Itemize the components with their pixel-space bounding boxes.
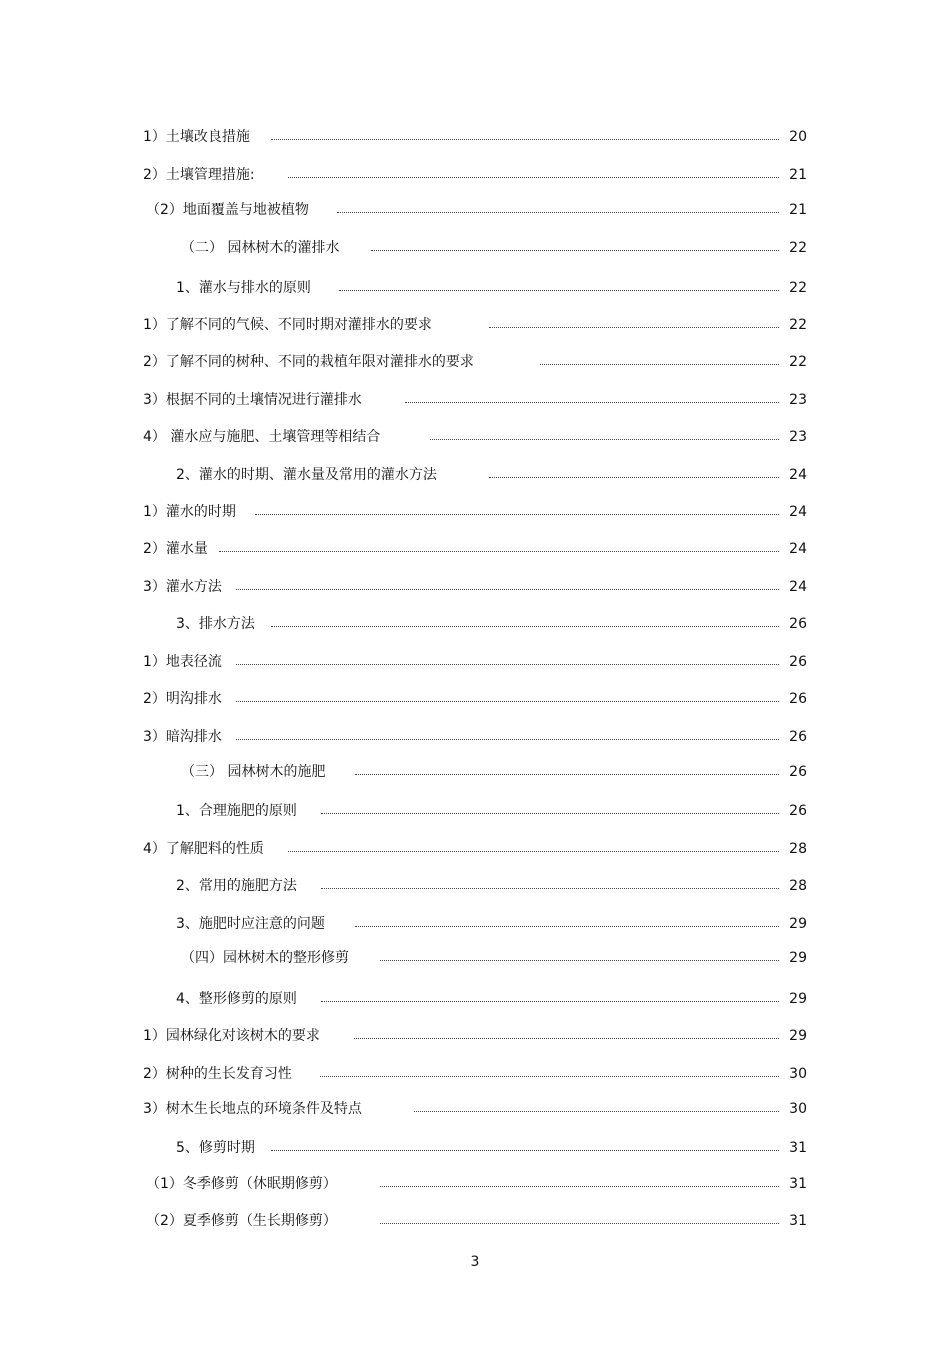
toc-entry-page: 22 bbox=[789, 280, 807, 296]
toc-leader-dots bbox=[380, 1223, 779, 1224]
toc-leader-dots bbox=[288, 851, 779, 852]
toc-entry-label: （1）冬季修剪（休眠期修剪） bbox=[146, 1176, 337, 1192]
toc-entry-label: 3）灌水方法 bbox=[143, 579, 222, 595]
toc-leader-dots bbox=[321, 813, 779, 814]
toc-entry-page: 20 bbox=[789, 129, 807, 145]
toc-entry-label: 1、合理施肥的原则 bbox=[176, 803, 297, 819]
toc-leader-dots bbox=[288, 177, 779, 178]
toc-entry[interactable] bbox=[0, 837, 950, 861]
toc-entry-label: （2）地面覆盖与地被植物 bbox=[146, 202, 309, 218]
toc-entry-page: 22 bbox=[789, 317, 807, 333]
toc-entry-page: 22 bbox=[789, 240, 807, 256]
toc-entry-label: （二） 园林树木的灌排水 bbox=[181, 240, 340, 256]
toc-leader-dots bbox=[271, 626, 779, 627]
toc-entry-page: 23 bbox=[789, 392, 807, 408]
toc-entry-page: 21 bbox=[789, 167, 807, 183]
toc-entry-label: 3、施肥时应注意的问题 bbox=[176, 916, 325, 932]
toc-entry[interactable] bbox=[0, 874, 950, 898]
toc-entry[interactable] bbox=[0, 1209, 950, 1233]
toc-entry-label: 2）树种的生长发育习性 bbox=[143, 1066, 292, 1082]
toc-entry-page: 26 bbox=[789, 803, 807, 819]
toc-entry[interactable] bbox=[0, 198, 950, 222]
toc-leader-dots bbox=[320, 1076, 779, 1077]
toc-entry-page: 26 bbox=[789, 764, 807, 780]
toc-entry[interactable] bbox=[0, 946, 950, 970]
toc-leader-dots bbox=[354, 1038, 779, 1039]
toc-entry-page: 31 bbox=[789, 1140, 807, 1156]
toc-entry[interactable] bbox=[0, 388, 950, 412]
toc-entry-page: 31 bbox=[789, 1176, 807, 1192]
toc-leader-dots bbox=[380, 1186, 779, 1187]
toc-entry[interactable] bbox=[0, 463, 950, 487]
toc-entry-label: 2、灌水的时期、灌水量及常用的灌水方法 bbox=[176, 467, 437, 483]
toc-leader-dots bbox=[337, 212, 779, 213]
toc-leader-dots bbox=[380, 960, 779, 961]
toc-leader-dots bbox=[371, 250, 779, 251]
toc-leader-dots bbox=[339, 290, 779, 291]
toc-entry[interactable] bbox=[0, 725, 950, 749]
toc-entry-page: 26 bbox=[789, 691, 807, 707]
toc-entry-page: 29 bbox=[789, 950, 807, 966]
toc-leader-dots bbox=[355, 774, 779, 775]
toc-leader-dots bbox=[355, 926, 779, 927]
toc-entry-label: 2）灌水量 bbox=[143, 541, 208, 557]
toc-leader-dots bbox=[236, 589, 779, 590]
toc-leader-dots bbox=[236, 739, 779, 740]
toc-entry[interactable] bbox=[0, 313, 950, 337]
toc-entry-label: 3）树木生长地点的环境条件及特点 bbox=[143, 1101, 362, 1117]
toc-leader-dots bbox=[236, 664, 779, 665]
toc-entry-page: 26 bbox=[789, 616, 807, 632]
toc-entry-label: 1）园林绿化对该树木的要求 bbox=[143, 1028, 320, 1044]
page-number: 3 bbox=[470, 1254, 480, 1270]
toc-entry[interactable] bbox=[0, 799, 950, 823]
toc-entry-label: 3）根据不同的土壤情况进行灌排水 bbox=[143, 392, 362, 408]
toc-entry[interactable] bbox=[0, 1024, 950, 1048]
toc-entry-label: 5、修剪时期 bbox=[176, 1140, 255, 1156]
toc-entry[interactable] bbox=[0, 650, 950, 674]
toc-entry-label: 2）明沟排水 bbox=[143, 691, 222, 707]
toc-entry-page: 21 bbox=[789, 202, 807, 218]
toc-entry-page: 29 bbox=[789, 991, 807, 1007]
toc-entry-label: （2）夏季修剪（生长期修剪） bbox=[146, 1213, 337, 1229]
toc-entry-page: 30 bbox=[789, 1066, 807, 1082]
toc-leader-dots bbox=[271, 1150, 779, 1151]
toc-entry-label: 2）土壤管理措施: bbox=[143, 167, 255, 183]
toc-entry[interactable] bbox=[0, 276, 950, 300]
toc-leader-dots bbox=[489, 327, 779, 328]
toc-entry-page: 31 bbox=[789, 1213, 807, 1229]
toc-entry[interactable] bbox=[0, 125, 950, 149]
toc-entry-label: 1、灌水与排水的原则 bbox=[176, 280, 311, 296]
toc-leader-dots bbox=[430, 439, 779, 440]
toc-entry-label: 1）了解不同的气候、不同时期对灌排水的要求 bbox=[143, 317, 432, 333]
toc-entry[interactable] bbox=[0, 500, 950, 524]
toc-entry[interactable] bbox=[0, 912, 950, 936]
toc-entry-label: 1）灌水的时期 bbox=[143, 504, 236, 520]
toc-entry-page: 26 bbox=[789, 729, 807, 745]
toc-entry-page: 28 bbox=[789, 841, 807, 857]
toc-entry-label: 2）了解不同的树种、不同的栽植年限对灌排水的要求 bbox=[143, 354, 474, 370]
toc-entry-page: 24 bbox=[789, 541, 807, 557]
toc-entry[interactable] bbox=[0, 687, 950, 711]
toc-leader-dots bbox=[255, 514, 779, 515]
toc-entry[interactable] bbox=[0, 575, 950, 599]
toc-entry[interactable] bbox=[0, 1136, 950, 1160]
toc-leader-dots bbox=[271, 139, 779, 140]
toc-entry-page: 28 bbox=[789, 878, 807, 894]
toc-entry-page: 22 bbox=[789, 354, 807, 370]
toc-entry-label: 3）暗沟排水 bbox=[143, 729, 222, 745]
toc-entry-page: 29 bbox=[789, 916, 807, 932]
toc-entry[interactable] bbox=[0, 1097, 950, 1121]
toc-leader-dots bbox=[540, 364, 779, 365]
toc-leader-dots bbox=[405, 402, 779, 403]
toc-entry-label: （四）园林树木的整形修剪 bbox=[181, 950, 349, 966]
toc-entry-page: 24 bbox=[789, 579, 807, 595]
toc-entry[interactable] bbox=[0, 236, 950, 260]
toc-entry-label: 2、常用的施肥方法 bbox=[176, 878, 297, 894]
toc-entry[interactable] bbox=[0, 350, 950, 374]
toc-entry-label: 4） 灌水应与施肥、土壤管理等相结合 bbox=[143, 429, 381, 445]
toc-leader-dots bbox=[321, 888, 779, 889]
toc-leader-dots bbox=[414, 1111, 779, 1112]
toc-entry-page: 24 bbox=[789, 467, 807, 483]
toc-leader-dots bbox=[321, 1001, 779, 1002]
toc-entry-page: 24 bbox=[789, 504, 807, 520]
toc-entry[interactable] bbox=[0, 612, 950, 636]
toc-entry[interactable] bbox=[0, 537, 950, 561]
toc-entry[interactable] bbox=[0, 163, 950, 187]
toc-entry-page: 26 bbox=[789, 654, 807, 670]
toc-entry[interactable] bbox=[0, 987, 950, 1011]
toc-entry-page: 29 bbox=[789, 1028, 807, 1044]
toc-entry[interactable] bbox=[0, 760, 950, 784]
toc-entry[interactable] bbox=[0, 425, 950, 449]
toc-entry[interactable] bbox=[0, 1172, 950, 1196]
toc-leader-dots bbox=[219, 551, 779, 552]
toc-entry-label: 4、整形修剪的原则 bbox=[176, 991, 297, 1007]
toc-entry-label: 1）土壤改良措施 bbox=[143, 129, 250, 145]
toc-entry-page: 23 bbox=[789, 429, 807, 445]
toc-entry-label: 4）了解肥料的性质 bbox=[143, 841, 264, 857]
toc-entry-label: 1）地表径流 bbox=[143, 654, 222, 670]
toc-entry-label: （三） 园林树木的施肥 bbox=[181, 764, 326, 780]
toc-entry-label: 3、排水方法 bbox=[176, 616, 255, 632]
toc-entry[interactable] bbox=[0, 1062, 950, 1086]
toc-entry-page: 30 bbox=[789, 1101, 807, 1117]
toc-leader-dots bbox=[489, 477, 779, 478]
toc-leader-dots bbox=[236, 701, 779, 702]
